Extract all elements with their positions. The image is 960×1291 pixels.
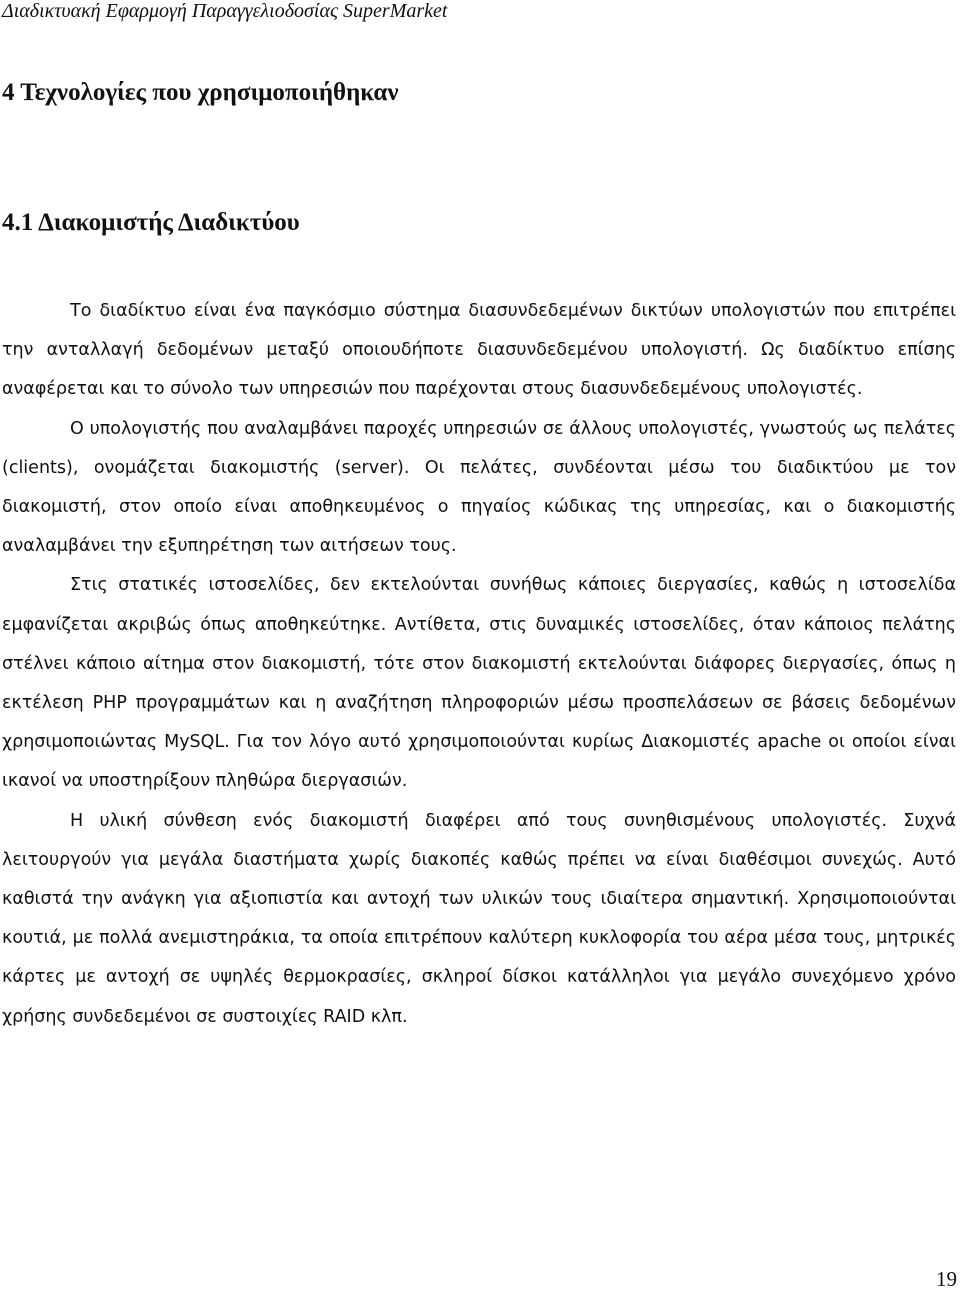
- paragraph-internet-definition: Το διαδίκτυο είναι ένα παγκόσμιο σύστημα διασυνδεδεμένων δικτύων υπολογιστών που επιτρέπει την ανταλλαγή δεδομένων μεταξύ οποιουδήποτε διασυνδεδεμένου υπολογιστή. Ως διαδίκτυο επίσης αναφέρεται και το σύνολο των υπηρεσιών που παρέχονται στους διασυνδεδεμένους υπολογιστές.: [2, 301, 956, 400]
- page-number: 19: [936, 1267, 957, 1291]
- paragraph-server-hardware: Η υλική σύνθεση ενός διακομιστή διαφέρει από τους συνηθισμένους υπολογιστές. Συχνά λειτουργούν για μεγάλα διαστήματα χωρίς διακοπές καθώς πρέπει να είναι διαθέσιμοι συνεχώς. Αυτό καθιστά την ανάγκη για αξιοπιστία και αντοχή των υλικών τους ιδιαίτερα σημαντική. Χρησιμοποιούνται κουτιά, με πολλά ανεμιστηράκια, τα οποία επιτρέπουν καλύτερη κυκλοφορία του αέρα μέσα τους, μητρικές κάρτες με αντοχή σε υψηλές θερμοκρασίες, σκληροί δίσκοι κατάλληλοι για μεγάλο συνεχόμενο χρόνο χρήσης συνδεδεμένοι σε συστοιχίες RAID κλπ.: [2, 810, 956, 1027]
- running-header: Διαδικτυακή Εφαρμογή Παραγγελιοδοσίας SuperMarket: [2, 0, 448, 22]
- body-text: [2, 292, 956, 1037]
- paragraph-server-definition: Ο υπολογιστής που αναλαμβάνει παροχές υπηρεσιών σε άλλους υπολογιστές, γνωστούς ως πελάτες (clients), ονομάζεται διακομιστής (server). Οι πελάτες, συνδέονται μέσω του διαδικτύου με τον διακομιστή, στον οποίο είναι αποθηκευμένος ο πηγαίος κώδικας της υπηρεσίας, και ο διακομιστής αναλαμβάνει την εξυπηρέτηση των αιτήσεων τους.: [2, 418, 956, 557]
- subsection-heading: 4.1 Διακομιστής Διαδικτύου: [2, 209, 300, 236]
- paragraph-static-dynamic-pages: Στις στατικές ιστοσελίδες, δεν εκτελούνται συνήθως κάποιες διεργασίες, καθώς η ιστοσελίδα εμφανίζεται ακριβώς όπως αποθηκεύτηκε. Αντίθετα, στις δυναμικές ιστοσελίδες, όταν κάποιος πελάτης στέλνει κάποιο αίτημα στον διακομιστή, τότε στον διακομιστή εκτελούνται διάφορες διεργασίες, όπως η εκτέλεση PHP προγραμμάτων και η αναζήτηση πληροφοριών μέσω προσπελάσεων σε βάσεις δεδομένων χρησιμοποιώντας MySQL. Για τον λόγο αυτό χρησιμοποιούνται κυρίως Διακομιστές apache οι οποίοι είναι ικανοί να υποστηρίξουν πληθώρα διεργασιών.: [2, 575, 956, 792]
- section-heading: 4 Τεχνολογίες που χρησιμοποιήθηκαν: [2, 79, 399, 106]
